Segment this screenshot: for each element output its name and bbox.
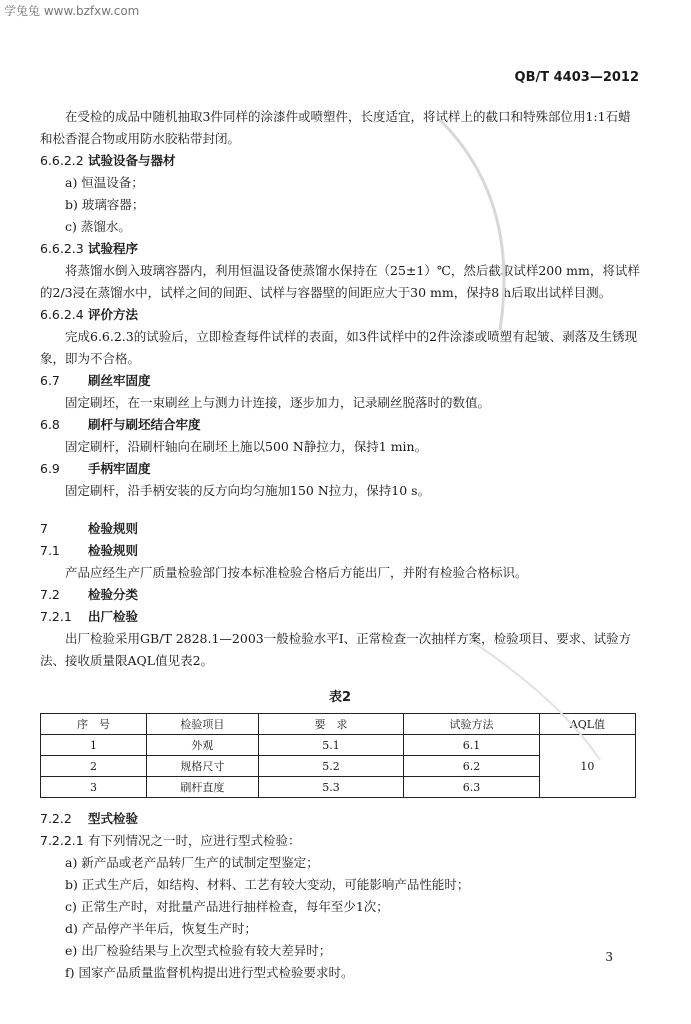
section-number: 7.2.2.1 [40, 833, 84, 848]
section-heading [40, 414, 640, 436]
paragraph: 固定刷杆，沿手柄安装的反方向均匀施加150 N拉力，保持10 s。 [65, 483, 431, 498]
section-title: 手柄牢固度 [88, 461, 151, 476]
table-header-cell: 序 号 [41, 714, 147, 735]
section-title: 试验设备与器材 [88, 153, 176, 168]
section-title: 检验分类 [88, 587, 139, 602]
watermark: 学兔兔 www.bzfxw.com [4, 4, 140, 18]
list-item: a) 新产品或老产品转厂生产的试制定型鉴定； [65, 855, 319, 870]
document-body [40, 106, 640, 984]
list-item: a) 恒温设备； [65, 175, 144, 190]
list-item: f) 国家产品质量监督机构提出进行型式检验要求时。 [65, 965, 354, 980]
section-number: 7.2 [40, 587, 60, 602]
section-title: 有下列情况之一时，应进行型式检验： [88, 833, 301, 848]
inspection-table [40, 713, 636, 798]
section-number: 6.7 [40, 373, 60, 388]
table-cell: 2 [41, 756, 147, 777]
section-number: 7.2.2 [40, 811, 72, 826]
table-cell: 6.2 [404, 756, 540, 777]
section-title: 刷丝牢固度 [88, 373, 151, 388]
section-heading [40, 808, 640, 830]
section-heading [40, 830, 640, 852]
table-cell: 5.3 [258, 777, 404, 798]
paragraph: 将蒸馏水倒入玻璃容器内，利用恒温设备使蒸馏水保持在（25±1）℃，然后截取试样200 mm，将试样的2/3浸在蒸馏水中，试样之间的间距、试样与容器壁的间距应大于30 mm，保持8 h后取出试样目测。 [40, 263, 640, 300]
table-header-cell: 要 求 [258, 714, 404, 735]
list-item: c) 正常生产时，对批量产品进行抽样检查，每年至少1次； [65, 899, 389, 914]
paragraph: 出厂检验采用GB/T 2828.1—2003一般检验水平Ⅰ、正常检查一次抽样方案，检验项目、要求、试验方法、接收质量限AQL值见表2。 [40, 631, 632, 668]
table-header-cell: 检验项目 [146, 714, 258, 735]
section-number: 6.8 [40, 417, 60, 432]
section-title: 刷杆与刷坯结合牢度 [88, 417, 201, 432]
list-item: c) 蒸馏水。 [65, 219, 131, 234]
table-header-cell: 试验方法 [404, 714, 540, 735]
section-heading [40, 540, 640, 562]
table-cell: 3 [41, 777, 147, 798]
section-number: 7.2.1 [40, 609, 72, 624]
section-title: 检验规则 [88, 521, 139, 536]
list-item: b) 玻璃容器； [65, 197, 145, 212]
section-title: 试验程序 [88, 241, 139, 256]
paragraph: 固定刷杆，沿刷杆轴向在刷坯上施以500 N静拉力，保持1 min。 [65, 439, 428, 454]
table-cell: 1 [41, 735, 147, 756]
section-title: 检验规则 [88, 543, 139, 558]
section-number: 6.9 [40, 461, 60, 476]
paragraph: 产品应经生产厂质量检验部门按本标准检验合格后方能出厂，并附有检验合格标识。 [65, 565, 528, 580]
section-title: 评价方法 [88, 307, 139, 322]
standard-number: QB/T 4403—2012 [514, 70, 639, 85]
table-cell: 规格尺寸 [146, 756, 258, 777]
table-row [41, 735, 636, 756]
table-cell: 刷杆直度 [146, 777, 258, 798]
section-heading [40, 150, 640, 172]
paragraph: 在受检的成品中随机抽取3件同样的涂漆件或喷塑件，长度适宜，将试样上的截口和特殊部位用1:1石蜡和松香混合物或用防水胶粘带封闭。 [40, 109, 631, 146]
section-number: 6.6.2.2 [40, 153, 84, 168]
paragraph: 完成6.6.2.3的试验后，立即检查每件试样的表面，如3件试样中的2件涂漆或喷塑有起皱、剥落及生锈现象，即为不合格。 [40, 329, 638, 366]
section-title: 型式检验 [88, 811, 139, 826]
section-number: 6.6.2.3 [40, 241, 84, 256]
section-heading [40, 518, 640, 540]
section-heading [40, 584, 640, 606]
table-cell: 6.1 [404, 735, 540, 756]
section-number: 7.1 [40, 543, 60, 558]
section-number: 7 [40, 521, 48, 536]
spacer [40, 798, 640, 808]
section-heading [40, 606, 640, 628]
section-number: 6.6.2.4 [40, 307, 84, 322]
aql-value-cell: 10 [539, 735, 635, 798]
table-cell: 5.2 [258, 756, 404, 777]
section-heading [40, 458, 640, 480]
section-heading [40, 238, 640, 260]
section-heading [40, 370, 640, 392]
section-heading [40, 304, 640, 326]
list-item: b) 正式生产后，如结构、材料、工艺有较大变动，可能影响产品性能时； [65, 877, 470, 892]
table-caption: 表2 [328, 690, 352, 705]
table-header-row [41, 714, 636, 735]
section-title: 出厂检验 [88, 609, 139, 624]
paragraph: 固定刷坯，在一束刷丝上与测力计连接，逐步加力，记录刷丝脱落时的数值。 [65, 395, 491, 410]
table-cell: 5.1 [258, 735, 404, 756]
list-item: e) 出厂检验结果与上次型式检验有较大差异时； [65, 943, 332, 958]
table-header-cell: AQL值 [539, 714, 635, 735]
table-cell: 外观 [146, 735, 258, 756]
list-item: d) 产品停产半年后，恢复生产时； [65, 921, 257, 936]
table-cell: 6.3 [404, 777, 540, 798]
page-number: 3 [605, 950, 613, 964]
